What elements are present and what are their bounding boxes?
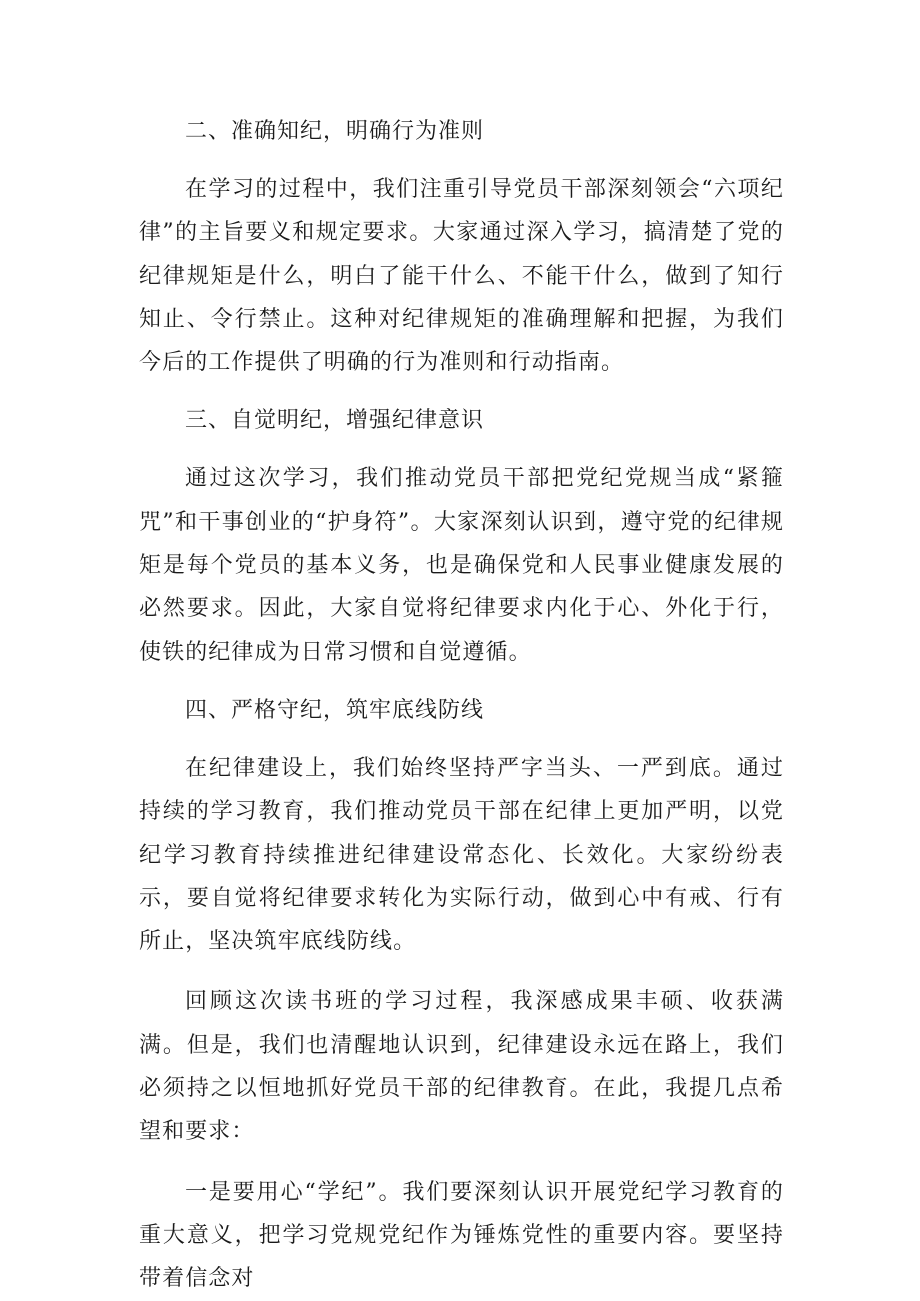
section-heading-2: 二、准确知纪，明确行为准则 bbox=[185, 119, 485, 144]
paragraph: 一是要用心“学纪”。我们要深刻认识开展党纪学习教育的重大意义，把学习党规党纪作为锤炼党性的重要内容。要坚持带着信念对 bbox=[139, 1179, 784, 1292]
paragraph: 在学习的过程中，我们注重引导党员干部深刻领会“六项纪律”的主旨要义和规定要求。大家通过深入学习，搞清楚了党的纪律规矩是什么，明白了能干什么、不能干什么，做到了知行知止、令行禁止。这种对纪律规矩的准确理解和把握，为我们今后的工作提供了明确的行为准则和行动指南。 bbox=[139, 177, 784, 376]
document-body bbox=[139, 112, 784, 1301]
paragraph: 回顾这次读书班的学习过程，我深感成果丰硕、收获满满。但是，我们也清醒地认识到，纪律建设永远在路上，我们必须持之以恒地抓好党员干部的纪律教育。在此，我提几点希望和要求： bbox=[139, 989, 784, 1145]
section-heading-3: 三、自觉明纪，增强纪律意识 bbox=[185, 408, 485, 434]
paragraph: 在纪律建设上，我们始终坚持严字当头、一严到底。通过持续的学习教育，我们推动党员干部在纪律上更加严明，以党纪学习教育持续推进纪律建设常态化、长效化。大家纷纷表示，要自觉将纪律要求转化为实际行动，做到心中有戒、行有所止，坚决筑牢底线防线。 bbox=[139, 755, 784, 955]
paragraph: 通过这次学习，我们推动党员干部把党纪党规当成“紧箍咒”和干事创业的“护身符”。大家深刻认识到，遵守党的纪律规矩是每个党员的基本义务，也是确保党和人民事业健康发展的必然要求。因此，大家自觉将纪律要求内化于心、外化于行，使铁的纪律成为日常习惯和自觉遵循。 bbox=[139, 466, 784, 665]
section-heading-4: 四、严格守纪，筑牢底线防线 bbox=[185, 697, 485, 723]
